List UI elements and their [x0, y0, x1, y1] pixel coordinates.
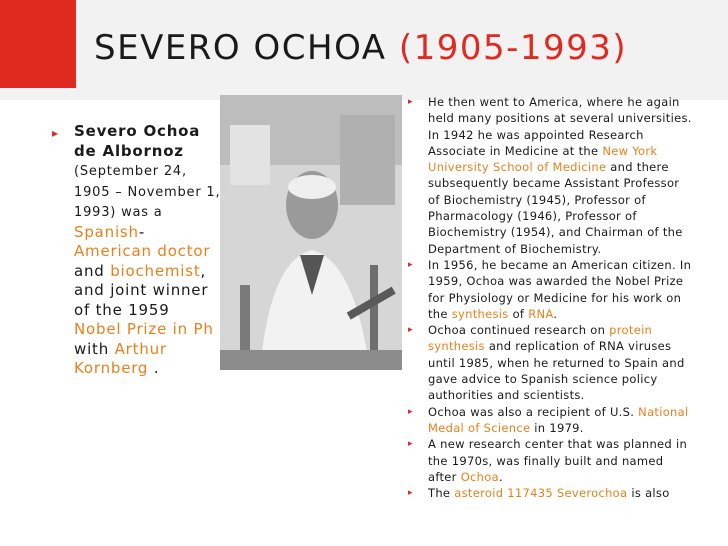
list-item	[408, 404, 694, 437]
joint-winner-text: , and joint winner of the 1959	[74, 261, 209, 319]
accent-red-bar	[0, 0, 76, 88]
research-center-paragraph	[428, 436, 694, 485]
text-segment: .	[498, 469, 503, 484]
text-segment: and replication of RNA viruses until 1985, when he returned to Spain and gave advice to Spanish science policy authorities and scientists.	[428, 339, 685, 403]
text-segment: is also	[631, 486, 670, 501]
bullet-arrow-icon: ▸	[408, 439, 413, 450]
link-ochoa[interactable]: Ochoa	[460, 469, 499, 484]
bullet-arrow-icon: ▸	[408, 325, 413, 336]
link-protein-synthesis[interactable]: protein synthesis	[428, 323, 653, 354]
link-synthesis[interactable]: synthesis	[451, 306, 509, 321]
period: .	[153, 359, 160, 377]
link-nobel-prize[interactable]: Nobel Prize in Ph	[74, 320, 214, 338]
title-years: (1905-1993)	[398, 28, 628, 68]
link-asteroid[interactable]: asteroid 117435 Severochoa	[454, 486, 628, 501]
text-segment: in 1979.	[534, 420, 584, 435]
bullet-arrow-icon: ▸	[408, 406, 413, 417]
link-american[interactable]: American	[74, 242, 152, 260]
right-column	[408, 94, 694, 501]
text-segment: .	[553, 306, 558, 321]
life-dates: (September 24, 1905 – November 1, 1993) was a	[74, 164, 221, 220]
link-biochemist[interactable]: biochemist	[110, 261, 201, 280]
and-text: and	[74, 261, 105, 280]
asteroid-paragraph	[428, 485, 694, 501]
text-segment: of	[512, 306, 525, 321]
bullet-arrow-icon: ▸	[52, 126, 59, 140]
list-item	[408, 257, 694, 322]
list-item	[408, 94, 694, 257]
list-item	[408, 436, 694, 485]
list-item	[408, 322, 694, 403]
link-arthur-kornberg[interactable]: Arthur Kornberg	[74, 339, 167, 377]
list-item	[408, 485, 694, 501]
link-national-medal[interactable]: National Medal of Science	[428, 404, 689, 435]
photo-illustration	[220, 95, 402, 370]
text-segment: Ochoa continued research on	[428, 323, 606, 338]
text-segment: A new research center that was planned in the 1970s, was finally built and named after	[428, 437, 688, 484]
text-segment: He then went to America, where he again held many positions at several universities. In 1942 he was appointed Research Associate in Medicine at the	[428, 95, 692, 158]
bullet-arrow-icon: ▸	[408, 488, 413, 499]
link-spanish[interactable]: Spanish	[74, 222, 139, 241]
medal-paragraph	[428, 404, 694, 437]
biography-intro	[74, 122, 222, 379]
link-doctor[interactable]: doctor	[157, 242, 211, 260]
slide-title	[94, 28, 627, 68]
text-segment: The	[428, 486, 451, 501]
text-segment: Ochoa was also a recipient of U.S.	[428, 404, 635, 419]
hyphen: -	[138, 222, 145, 241]
bullet-arrow-icon: ▸	[408, 97, 413, 107]
text-segment: and there subsequently became Assistant Professor of Biochemistry (1945), Professor of Pharmacology (1946), Professor of Biochemistry (1954), and Chairman of the Department of Biochemistry.	[428, 160, 683, 256]
bullet-arrow-icon: ▸	[408, 259, 413, 270]
link-rna[interactable]: RNA	[528, 306, 554, 321]
ochoa-lab-photo	[220, 95, 402, 370]
title-name: SEVERO OCHOA	[94, 28, 387, 68]
full-name: Severo Ochoa de Albornoz	[74, 122, 201, 160]
career-paragraph	[428, 94, 694, 257]
with-text: with	[74, 339, 110, 358]
nobel-paragraph	[428, 257, 694, 322]
link-nyu-medicine[interactable]: New York University School of Medicine	[428, 143, 658, 175]
research-paragraph	[428, 322, 694, 403]
text-segment: In 1956, he became an American citizen. In 1959, Ochoa was awarded the Nobel Prize for Physiology or Medicine for his work on the	[428, 257, 692, 321]
